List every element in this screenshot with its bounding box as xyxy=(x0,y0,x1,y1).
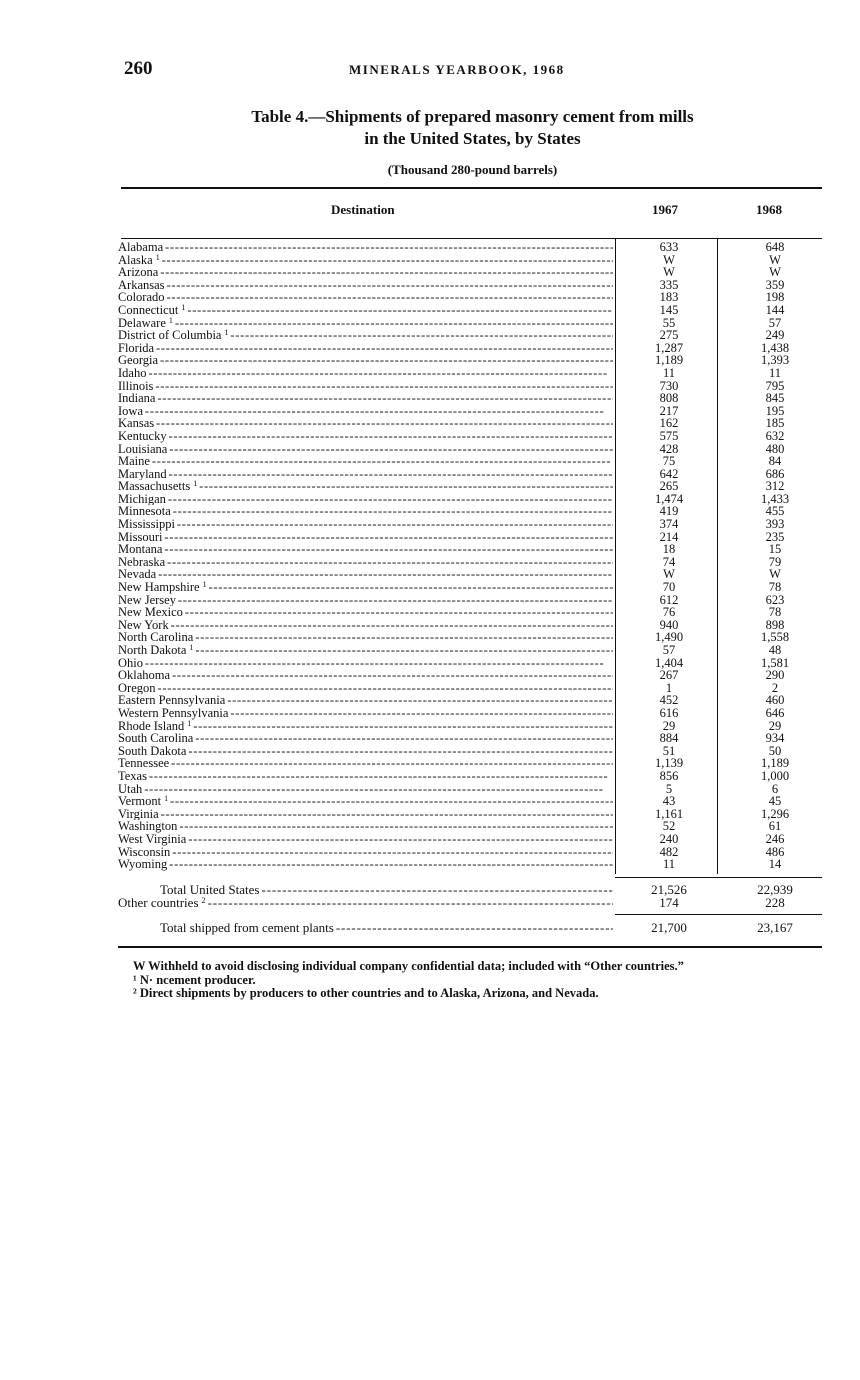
footnote-marker: 1 xyxy=(164,795,169,804)
table-row xyxy=(118,329,822,342)
row-value-1967: 18 xyxy=(662,542,676,557)
row-name xyxy=(118,808,613,821)
row-name xyxy=(118,367,613,380)
row-label: New Hampshire xyxy=(118,581,200,594)
row-label: Missouri xyxy=(118,530,163,544)
row-value-1968: 84 xyxy=(768,454,782,469)
total-rule xyxy=(615,914,822,915)
row-value-1968: W xyxy=(769,252,781,267)
table-row xyxy=(118,304,822,317)
footnote-marker: 1 xyxy=(224,329,229,338)
table-row xyxy=(118,657,822,670)
table-row xyxy=(118,795,822,808)
row-label: Georgia xyxy=(118,354,159,367)
footnote-w: W Withheld to avoid disclosing individual company confidential data; included with “Other countries.” xyxy=(133,959,684,973)
row-name xyxy=(118,606,613,619)
row-name-other-countries xyxy=(118,897,613,910)
row-value-1967: 70 xyxy=(662,580,676,595)
table-title-line2: in the United States, by States xyxy=(364,129,581,148)
totals-block xyxy=(118,884,822,909)
row-value-1968: 45 xyxy=(768,794,782,809)
table-row xyxy=(118,770,822,783)
row-label: Eastern Pennsylvania xyxy=(118,694,226,707)
row-name xyxy=(118,720,613,733)
row-label: Other countries xyxy=(118,896,199,910)
row-value-1968: 249 xyxy=(765,328,785,343)
row-label: Idaho xyxy=(118,366,147,380)
column-header-1967: 1967 xyxy=(652,202,678,217)
table-row xyxy=(118,556,822,569)
table-row xyxy=(118,568,822,581)
table-row xyxy=(118,581,822,594)
row-label: Texas xyxy=(118,769,147,783)
table-row xyxy=(118,291,822,304)
row-value-1968: 1,000 xyxy=(760,768,790,783)
row-value-1967: 419 xyxy=(659,504,679,519)
row-name xyxy=(118,329,613,342)
row-label: Indiana xyxy=(118,392,156,405)
row-value-1968: 460 xyxy=(765,693,785,708)
row-label: New York xyxy=(118,618,169,632)
row-value-1967: 21,700 xyxy=(651,920,687,935)
row-label: Tennessee xyxy=(118,757,170,770)
row-label: Utah xyxy=(118,782,143,796)
row-value-1967: 575 xyxy=(659,428,679,443)
row-value-1967: 267 xyxy=(659,668,679,683)
row-label: Delaware xyxy=(118,316,166,330)
table-row xyxy=(118,417,822,430)
row-value-1967: 1,490 xyxy=(654,630,684,645)
row-name xyxy=(118,568,613,581)
table-row xyxy=(118,694,822,707)
row-value-1968: 50 xyxy=(768,743,782,758)
row-value-1967: W xyxy=(663,265,675,280)
row-value-1967: 52 xyxy=(662,819,676,834)
row-name xyxy=(118,694,613,707)
row-label: Alaska xyxy=(118,253,153,267)
table-row xyxy=(118,380,822,393)
table-row xyxy=(118,480,822,493)
row-value-1968: 290 xyxy=(765,668,785,683)
footnote-1: ¹ N· ncement producer. xyxy=(133,972,256,987)
row-value-1967: 1 xyxy=(665,680,673,695)
table-subtitle: (Thousand 280-pound barrels) xyxy=(387,162,558,177)
row-label: Arkansas xyxy=(118,278,165,292)
row-value-1968: 6 xyxy=(771,781,779,796)
row-value-1967: 265 xyxy=(659,479,679,494)
row-value-1967: 51 xyxy=(662,743,676,758)
row-name xyxy=(118,455,613,468)
table-row xyxy=(118,505,822,518)
table-row xyxy=(118,543,822,556)
row-name xyxy=(118,669,613,682)
row-value-1968: 23,167 xyxy=(757,920,793,935)
row-value-1967: 183 xyxy=(659,290,679,305)
row-value-1968: 144 xyxy=(765,302,785,317)
row-value-1968: 2 xyxy=(771,680,779,695)
row-value-1967: 43 xyxy=(662,794,676,809)
row-value-1968: 934 xyxy=(765,731,785,746)
row-name xyxy=(118,631,613,644)
running-head: MINERALS YEARBOOK, 1968 xyxy=(349,62,565,77)
row-label: Mississippi xyxy=(118,518,175,531)
footnote-marker: 1 xyxy=(202,581,207,590)
row-name xyxy=(118,556,613,569)
footnote-2: ² Direct shipments by producers to other countries and to Alaska, Arizona, and Nevada. xyxy=(133,986,599,1000)
table-row xyxy=(118,720,822,733)
row-name xyxy=(118,354,613,367)
footnote-marker: 1 xyxy=(193,480,198,489)
row-value-1967: 856 xyxy=(659,768,679,783)
table-row xyxy=(118,846,822,859)
row-value-1967: W xyxy=(663,252,675,267)
table-row xyxy=(118,468,822,481)
table-row xyxy=(118,631,822,644)
row-value-1968: W xyxy=(769,567,781,582)
row-label: New Jersey xyxy=(118,593,176,607)
row-value-1968: 57 xyxy=(768,315,782,330)
row-value-1968: 648 xyxy=(765,240,785,254)
row-name-total-shipped: Total shipped from cement plants - - - xyxy=(118,922,613,935)
row-label: Ohio xyxy=(118,656,143,670)
footnotes xyxy=(133,960,823,1001)
row-name xyxy=(118,417,613,430)
row-value-1967: 275 xyxy=(659,328,679,343)
table-row xyxy=(118,531,822,544)
table-row xyxy=(118,594,822,607)
row-name xyxy=(118,846,613,859)
row-label: North Dakota xyxy=(118,644,187,657)
row-name xyxy=(118,317,613,330)
table-row xyxy=(118,820,822,833)
table-row xyxy=(118,266,822,279)
row-value-1968: 1,438 xyxy=(760,340,790,355)
row-name xyxy=(118,380,613,393)
row-value-1968: 22,939 xyxy=(757,882,793,897)
footnote-marker: 1 xyxy=(168,316,173,325)
footnote-marker: 1 xyxy=(189,644,194,652)
row-value-1968: 359 xyxy=(765,277,785,292)
row-value-1967: 11 xyxy=(662,365,676,380)
row-label: Rhode Island xyxy=(118,719,185,733)
table-row xyxy=(118,757,822,770)
row-label: Wyoming xyxy=(118,858,168,871)
row-label: Louisiana xyxy=(118,442,168,456)
row-name xyxy=(118,682,613,695)
table-row xyxy=(118,254,822,267)
row-value-1967: 1,161 xyxy=(654,806,684,821)
column-header-1968: 1968 xyxy=(756,202,782,217)
row-label: Arizona xyxy=(118,266,159,279)
table-row xyxy=(118,455,822,468)
row-name xyxy=(118,732,613,745)
row-label: South Carolina xyxy=(118,732,194,745)
table-row xyxy=(118,783,822,796)
row-label: Michigan xyxy=(118,492,166,506)
row-value-1967: W xyxy=(663,567,675,582)
row-name xyxy=(118,745,613,758)
row-value-1967: 808 xyxy=(659,391,679,406)
row-name xyxy=(118,795,613,808)
row-name xyxy=(118,480,613,493)
row-value-1967: 21,526 xyxy=(651,882,687,897)
table-title xyxy=(200,106,745,150)
row-value-1967: 1,139 xyxy=(654,756,684,771)
table-row xyxy=(118,884,822,897)
row-label: Kentucky xyxy=(118,429,167,443)
row-label: North Carolina xyxy=(118,631,194,644)
table-row xyxy=(118,682,822,695)
row-label: Oregon xyxy=(118,681,156,695)
row-value-1968: 246 xyxy=(765,831,785,846)
row-value-1968: 1,189 xyxy=(760,756,790,771)
row-name xyxy=(118,241,613,254)
row-value-1967: 217 xyxy=(659,403,679,418)
row-label: Iowa xyxy=(118,404,143,418)
row-value-1967: 174 xyxy=(659,894,679,910)
row-value-1967: 75 xyxy=(662,454,676,469)
row-value-1967: 612 xyxy=(659,592,679,607)
table-row xyxy=(118,732,822,745)
row-value-1967: 76 xyxy=(662,605,676,620)
table-row xyxy=(118,493,822,506)
row-name xyxy=(118,505,613,518)
table-row xyxy=(118,894,822,910)
row-name xyxy=(118,266,613,279)
row-value-1968: 14 xyxy=(768,857,782,872)
row-value-1967: 730 xyxy=(659,378,679,393)
column-header-destination: Destination xyxy=(331,202,395,217)
row-name xyxy=(118,468,613,481)
row-value-1968: 312 xyxy=(765,479,785,494)
row-value-1968: 78 xyxy=(768,605,782,620)
row-label: West Virginia xyxy=(118,832,187,846)
row-value-1967: 57 xyxy=(662,643,676,657)
row-label: Massachusetts xyxy=(118,480,191,493)
row-value-1968: 795 xyxy=(765,378,785,393)
table-row xyxy=(118,808,822,821)
row-value-1968: 1,393 xyxy=(760,353,790,368)
row-name xyxy=(118,405,613,418)
row-value-1967: 74 xyxy=(662,554,676,569)
table-row xyxy=(118,405,822,418)
row-label: Virginia xyxy=(118,807,159,821)
row-value-1967: 5 xyxy=(665,781,673,796)
table-row xyxy=(118,342,822,355)
row-value-1968: W xyxy=(769,265,781,280)
row-value-1967: 884 xyxy=(659,731,679,746)
row-value-1967: 145 xyxy=(659,302,679,317)
row-label: Maine xyxy=(118,455,150,468)
row-name xyxy=(118,757,613,770)
row-value-1968: 185 xyxy=(765,416,785,431)
table-row xyxy=(118,392,822,405)
row-value-1967: 616 xyxy=(659,705,679,720)
table-row xyxy=(118,317,822,330)
row-value-1968: 15 xyxy=(768,542,782,557)
table-body xyxy=(118,241,822,871)
grand-total-block xyxy=(118,922,822,935)
row-value-1968: 686 xyxy=(765,466,785,481)
table-row xyxy=(118,430,822,443)
row-value-1968: 1,581 xyxy=(760,655,790,670)
row-name xyxy=(118,820,613,833)
row-value-1968: 79 xyxy=(768,554,782,569)
row-value-1967: 55 xyxy=(662,315,676,330)
table-bottom-rule xyxy=(118,946,822,948)
row-value-1968: 393 xyxy=(765,517,785,532)
row-value-1967: 335 xyxy=(659,277,679,292)
subtotal-rule xyxy=(615,877,822,878)
table-row xyxy=(118,606,822,619)
row-value-1967: 940 xyxy=(659,617,679,632)
row-value-1968: 195 xyxy=(765,403,785,418)
row-name xyxy=(118,279,613,292)
row-value-1968: 623 xyxy=(765,592,785,607)
row-value-1968: 198 xyxy=(765,290,785,305)
row-label: Connecticut xyxy=(118,303,179,317)
row-value-1968: 78 xyxy=(768,580,782,595)
table-row xyxy=(118,241,822,254)
row-label: Oklahoma xyxy=(118,669,171,682)
row-value-1967: 642 xyxy=(659,466,679,481)
row-value-1968: 235 xyxy=(765,529,785,544)
row-label: Nebraska xyxy=(118,555,166,569)
row-value-1968: 1,558 xyxy=(760,630,790,645)
row-value-1967: 11 xyxy=(662,857,676,872)
row-name xyxy=(118,392,613,405)
row-value-1967: 1,287 xyxy=(654,340,684,355)
table-row xyxy=(118,745,822,758)
table-row xyxy=(118,644,822,657)
row-name xyxy=(118,581,613,594)
row-name-total-us: Total United States - - - xyxy=(118,884,613,897)
row-label: Colorado xyxy=(118,291,165,304)
row-value-1968: 646 xyxy=(765,705,785,720)
row-value-1967: 633 xyxy=(659,240,679,254)
row-label: District of Columbia xyxy=(118,329,222,342)
footnote-marker: 2 xyxy=(201,896,206,905)
table-row xyxy=(118,354,822,367)
row-label: Montana xyxy=(118,543,163,556)
table-title-line1: Table 4.—Shipments of prepared masonry cement from mills xyxy=(251,107,694,126)
row-value-1968: 455 xyxy=(765,504,785,519)
footnote-marker: 1 xyxy=(187,719,192,728)
page-number: 260 xyxy=(124,58,153,79)
footnote-marker: 1 xyxy=(155,253,160,262)
row-value-1967: 1,404 xyxy=(654,655,684,670)
row-value-1968: 1,296 xyxy=(760,806,790,821)
row-name xyxy=(118,254,613,267)
row-value-1967: 1,474 xyxy=(654,491,684,506)
row-name xyxy=(118,644,613,657)
row-name xyxy=(118,783,613,796)
row-value-1967: 240 xyxy=(659,831,679,846)
row-name xyxy=(118,619,613,632)
row-name xyxy=(118,858,613,871)
row-value-1968: 61 xyxy=(768,819,782,834)
table-row xyxy=(118,367,822,380)
row-value-1968: 480 xyxy=(765,441,785,456)
table-row xyxy=(118,833,822,846)
row-name xyxy=(118,342,613,355)
table-row xyxy=(118,922,822,935)
row-label: New Mexico xyxy=(118,606,183,619)
row-name xyxy=(118,833,613,846)
row-value-1968: 29 xyxy=(768,718,782,733)
table-row xyxy=(118,619,822,632)
row-label: Kansas xyxy=(118,417,155,430)
row-name xyxy=(118,291,613,304)
row-value-1967: 214 xyxy=(659,529,679,544)
row-value-1968: 632 xyxy=(765,428,785,443)
row-label: Alabama xyxy=(118,241,164,254)
row-name xyxy=(118,304,613,317)
row-value-1967: 482 xyxy=(659,844,679,859)
row-name xyxy=(118,493,613,506)
row-label: Minnesota xyxy=(118,505,171,519)
table-row xyxy=(118,279,822,292)
row-name xyxy=(118,770,613,783)
row-value-1968: 48 xyxy=(768,643,782,657)
row-label: Illinois xyxy=(118,379,154,393)
row-value-1968: 1,433 xyxy=(760,491,790,506)
row-name xyxy=(118,657,613,670)
row-value-1968: 228 xyxy=(765,894,785,910)
row-value-1967: 452 xyxy=(659,693,679,708)
row-label: South Dakota xyxy=(118,744,187,758)
row-name xyxy=(118,543,613,556)
row-name xyxy=(118,531,613,544)
row-label: Washington xyxy=(118,820,178,833)
row-value-1968: 898 xyxy=(765,617,785,632)
row-value-1968: 486 xyxy=(765,844,785,859)
table-row xyxy=(118,443,822,456)
row-name xyxy=(118,443,613,456)
row-value-1967: 29 xyxy=(662,718,676,733)
row-label: Wisconsin xyxy=(118,845,171,859)
table-row xyxy=(118,518,822,531)
row-label: Western Pennsylvania xyxy=(118,706,229,720)
row-label: Vermont xyxy=(118,795,162,808)
row-value-1967: 162 xyxy=(659,416,679,431)
table-row xyxy=(118,858,822,871)
table-row xyxy=(118,707,822,720)
row-name xyxy=(118,594,613,607)
table-row xyxy=(118,669,822,682)
row-value-1967: 1,189 xyxy=(654,353,684,368)
row-value-1967: 428 xyxy=(659,441,679,456)
row-name xyxy=(118,518,613,531)
row-label: Maryland xyxy=(118,467,167,481)
row-label: Florida xyxy=(118,341,155,355)
table-top-rule xyxy=(121,187,822,189)
row-label: Nevada xyxy=(118,568,157,582)
row-value-1968: 11 xyxy=(768,365,782,380)
row-value-1968: 845 xyxy=(765,391,785,406)
footnote-marker: 1 xyxy=(181,303,186,312)
row-name xyxy=(118,707,613,720)
row-name xyxy=(118,430,613,443)
row-value-1967: 374 xyxy=(659,517,679,532)
